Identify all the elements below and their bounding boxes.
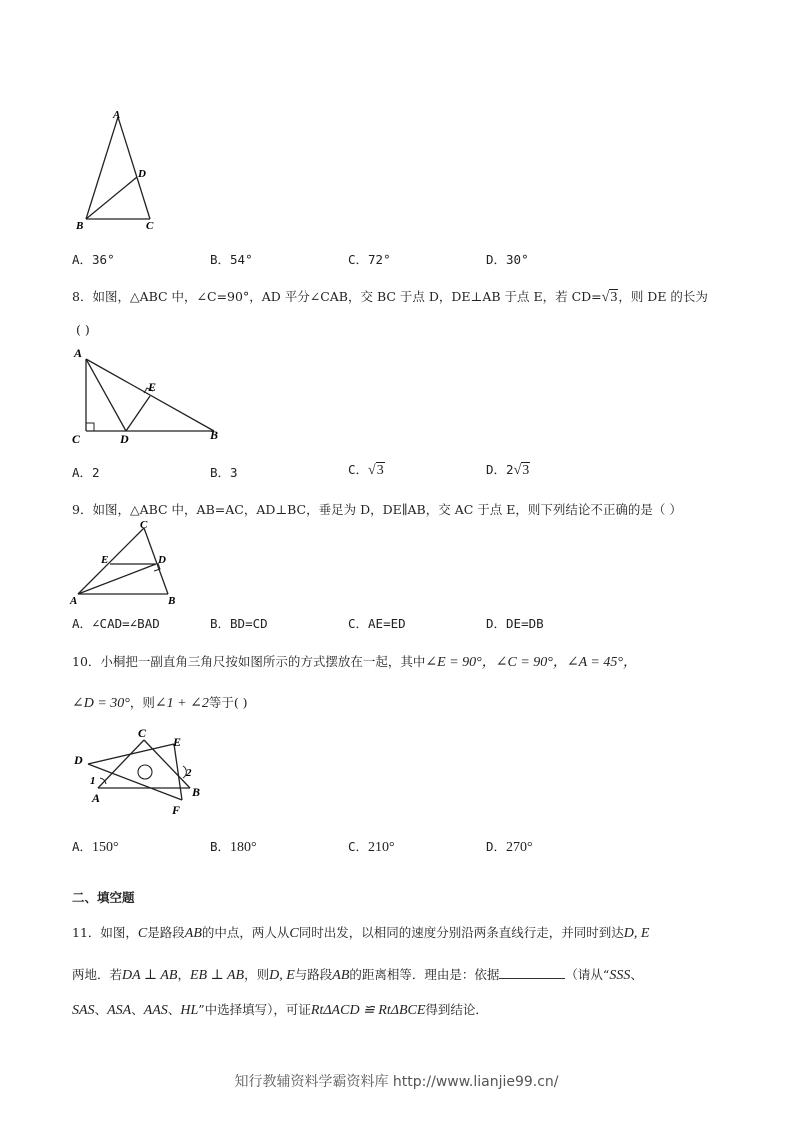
q10-line2-math2: ∠1 + ∠2 xyxy=(154,696,209,711)
q10-label-b: B xyxy=(192,785,201,799)
q8-paren: ( ) xyxy=(76,322,90,337)
q11-l3-m5: RtΔACD ≌ RtΔBCE xyxy=(310,1003,426,1018)
q10-option-b[interactable] xyxy=(210,837,257,856)
q7-option-b[interactable]: B．54° xyxy=(210,252,253,267)
q8-option-a[interactable]: A．2 xyxy=(72,465,100,480)
q11-l2-m1: DA ⊥ AB xyxy=(122,968,178,983)
q10-option-c-label: C． xyxy=(348,839,369,854)
q10-line1-math: ∠E = 90°，∠C = 90°，∠A = 45°， xyxy=(425,655,637,670)
q8-label-a: A xyxy=(74,346,83,360)
q10-option-c-value: 210° xyxy=(368,840,395,855)
q7-label-d: D xyxy=(138,168,146,180)
q8-option-c-sqrt: √3 xyxy=(368,463,384,478)
q10-option-a-value: 150° xyxy=(92,840,119,855)
q10-option-b-label: B． xyxy=(210,839,231,854)
q11-l2-m4: AB xyxy=(332,968,350,983)
q10-label-c: C xyxy=(138,726,147,740)
q10-line1-text: 10．小桐把一副直角三角尺按如图所示的方式摆放在一起，其中 xyxy=(72,654,426,669)
q8-option-d-prefix: D．2 xyxy=(486,462,514,477)
q7-label-b: B xyxy=(76,220,84,232)
q11-l3-d: ”中选择填写），可证 xyxy=(198,1002,311,1017)
q11-l3-a: 、 xyxy=(94,1002,108,1017)
q9-label-b: B xyxy=(168,595,176,607)
q11-l3-b: 、 xyxy=(131,1002,144,1017)
q9-option-b[interactable]: B．BD=CD xyxy=(210,616,268,631)
q11-l2-e: 的距离相等．理由是：依据 xyxy=(349,967,500,982)
q11-l2-f: （请从“ xyxy=(565,967,610,982)
q8-option-d-sqrt: √3 xyxy=(513,463,530,478)
q8-label-e: E xyxy=(148,380,157,394)
q10-stem-line2 xyxy=(72,693,248,712)
q11-l3-m3: AAS xyxy=(143,1003,168,1018)
q7-figure xyxy=(70,105,170,235)
q8-figure xyxy=(68,343,228,448)
q8-stem xyxy=(72,287,708,306)
q11-l2-c: ，则 xyxy=(244,967,270,982)
q11-l3-e: 得到结论． xyxy=(425,1002,488,1017)
q11-l2-m2: EB ⊥ AB xyxy=(189,968,245,983)
q7-label-c: C xyxy=(146,220,154,232)
q10-label-f: F xyxy=(172,803,181,817)
q9-label-c: C xyxy=(140,519,148,531)
q11-l3-m2: ASA xyxy=(107,1003,132,1018)
q8-option-d[interactable] xyxy=(486,460,530,479)
q10-line2-tail: 等于( ) xyxy=(208,695,248,710)
q11-l2-a: 两地．若 xyxy=(72,967,123,982)
q8-option-c[interactable] xyxy=(348,460,385,479)
q9-label-d: D xyxy=(158,554,166,566)
q10-option-d-value: 270° xyxy=(506,840,533,855)
q11-l1-d: 同时出发，以相同的速度分别沿两条直线行走，并同时到达 xyxy=(298,925,624,940)
q11-line2 xyxy=(72,965,643,984)
q10-label-e: E xyxy=(173,735,182,749)
q10-stem-line1 xyxy=(72,651,637,671)
q11-l1-c2: C xyxy=(289,926,299,941)
q10-option-d[interactable] xyxy=(486,837,533,856)
q10-label-2: 2 xyxy=(186,767,192,779)
q8-label-d: D xyxy=(120,432,129,446)
q11-l1-de: D, E xyxy=(623,926,650,941)
footer-watermark: 知行教辅资料学霸资料库 http://www.lianjie99.cn/ xyxy=(234,1074,559,1090)
q11-l1-ab: AB xyxy=(184,926,202,941)
q10-option-c[interactable] xyxy=(348,837,395,856)
q11-l2-m3: D, E xyxy=(269,968,295,983)
q11-l1-c: 的中点，两人从 xyxy=(201,925,290,940)
q11-l1-c-point: C xyxy=(137,926,148,941)
q8-option-b[interactable]: B．3 xyxy=(210,465,238,480)
q11-l3-c: 、 xyxy=(167,1002,181,1017)
q10-label-1: 1 xyxy=(90,775,96,787)
q11-l1-b: 是路段 xyxy=(147,925,185,940)
q10-line2-math: ∠D = 30° xyxy=(72,696,130,711)
q11-l2-m5: SSS xyxy=(609,968,631,983)
q9-label-e: E xyxy=(101,554,109,566)
q11-l3-m4: HL xyxy=(180,1003,199,1018)
q11-line3 xyxy=(72,1000,488,1019)
q7-option-c[interactable]: C．72° xyxy=(348,252,391,267)
q10-option-d-label: D． xyxy=(486,839,507,854)
q10-option-a-label: A． xyxy=(72,839,93,854)
q8-label-c: C xyxy=(72,432,81,446)
q9-option-c[interactable]: C．AE=ED xyxy=(348,616,406,631)
q9-figure xyxy=(68,518,188,608)
q9-option-a[interactable]: A．∠CAD=∠BAD xyxy=(72,616,160,631)
q8-sqrt: √3 xyxy=(601,290,618,305)
q9-stem: 9．如图，△ABC 中，AB=AC，AD⊥BC，垂足为 D，DE∥AB，交 AC 于点 E，则下列结论不正确的是（ ） xyxy=(72,502,682,517)
q10-line2-text: ，则 xyxy=(129,695,155,710)
q10-figure xyxy=(70,724,220,819)
q8-label-b: B xyxy=(210,428,219,442)
q11-l2-d: 与路段 xyxy=(294,967,333,982)
q10-option-a[interactable] xyxy=(72,837,119,856)
q11-l3-m1: SAS xyxy=(72,1003,95,1018)
q8-option-c-prefix: C． xyxy=(348,462,369,477)
q11-l1-a: 11．如图， xyxy=(72,925,138,940)
answer-blank[interactable] xyxy=(499,966,565,979)
q11-l2-g: 、 xyxy=(630,967,643,982)
q7-label-a: A xyxy=(113,109,121,121)
q11-l2-b: ， xyxy=(177,967,190,982)
q10-option-b-value: 180° xyxy=(230,840,257,855)
q7-option-d[interactable]: D．30° xyxy=(486,252,529,267)
q8-text: 8．如图，△ABC 中，∠C=90°，AD 平分∠CAB，交 BC 于点 D，DE⊥AB 于点 E，若 CD= xyxy=(72,289,602,304)
q10-label-d: D xyxy=(74,753,83,767)
q10-label-a: A xyxy=(92,791,101,805)
q8-text-tail: ，则 DE 的长为 xyxy=(618,289,708,304)
q9-label-a: A xyxy=(70,595,78,607)
q7-option-a[interactable]: A．36° xyxy=(72,252,115,267)
section-title: 二、填空题 xyxy=(72,890,135,905)
q11-line1 xyxy=(72,923,649,942)
q9-option-d[interactable]: D．DE=DB xyxy=(486,616,544,631)
